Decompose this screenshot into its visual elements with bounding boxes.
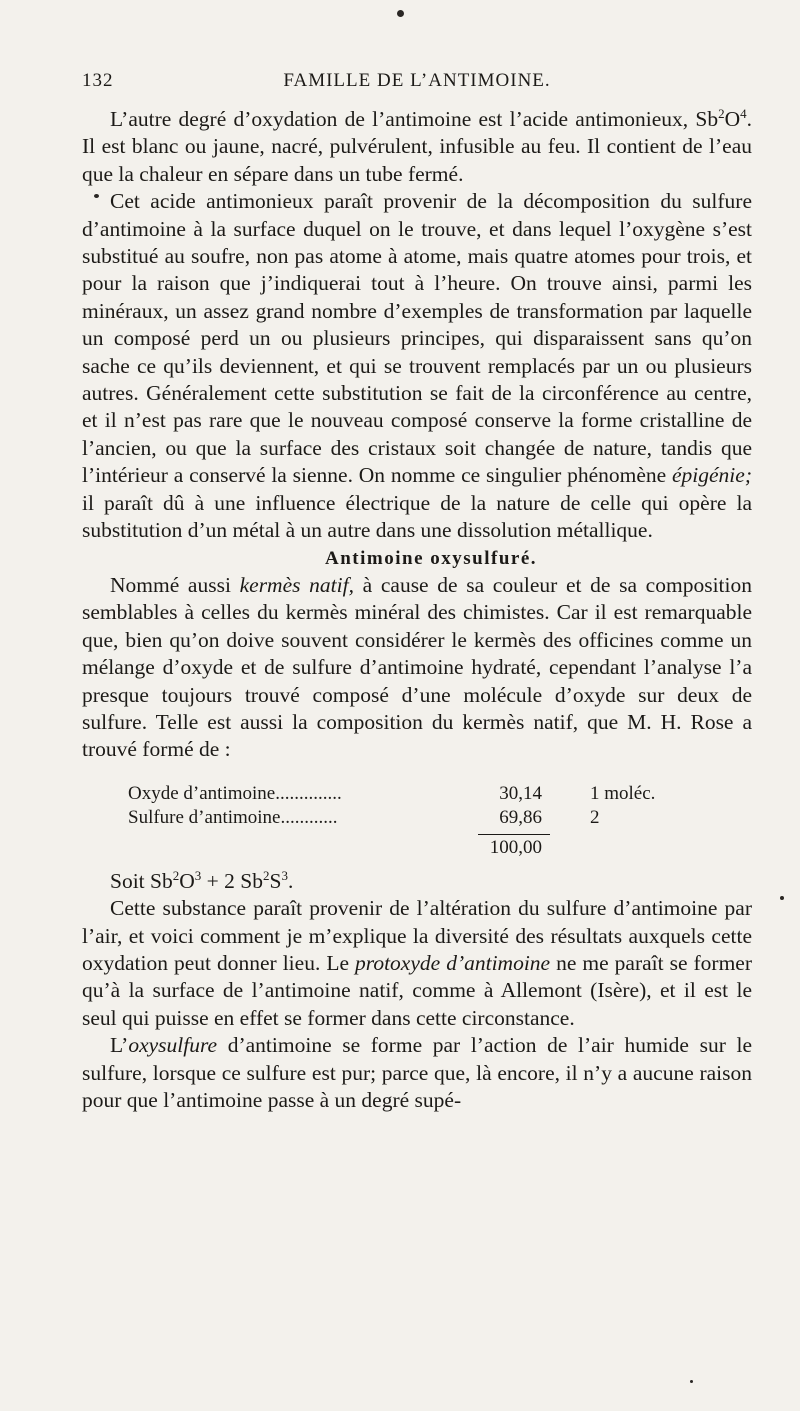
text-run: + 2 Sb (201, 868, 263, 893)
chemical-formula (82, 868, 752, 895)
page-number: 132 (82, 70, 114, 91)
paragraph (82, 106, 752, 188)
text-run: S (269, 868, 282, 893)
running-header (82, 70, 752, 100)
ink-speck (690, 1380, 693, 1383)
running-title: FAMILLE DE L’ANTIMOINE. (283, 70, 551, 91)
analysis-value: 69,86 (499, 806, 542, 828)
superscript: 2 (172, 867, 180, 883)
paragraph (82, 895, 752, 1032)
analysis-value: 30,14 (499, 782, 542, 804)
text-run: ne me paraît se former qu’à la surface de l’antimoine natif, comme à Allemont (Isère), et il est le seul qui puisse en effet se former dans cette circonstance. (82, 950, 753, 1030)
ink-speck (780, 896, 784, 900)
analysis-total: 100,00 (489, 836, 542, 858)
text-run: à cause de sa couleur et de sa composition semblables à celles du kermès minéral des chimistes. Car il est remarquable que, bien qu’on doive souvent considérer le kermès des officines comme un mélange d’oxyde et de sulfure d’antimoine hydraté, cependant l’analyse l’a presque toujours trouvé composé d’une molécule d’oxyde sur deux de sulfure. Telle est aussi la composition du kermès natif, que M. H. Rose a trouvé formé de : (82, 572, 752, 762)
analysis-total-row (82, 830, 752, 860)
superscript: 2 (718, 106, 725, 121)
analysis-row (82, 782, 752, 806)
superscript: 4 (740, 106, 747, 121)
text-run: d’antimoine se forme par l’action de l’air humide sur le sulfure, lorsque ce sulfure est pur; parce que, là encore, il n’y a aucune raison pour que l’antimoine passe à un degré supé- (82, 1033, 752, 1112)
text-run: Cet acide antimonieux paraît provenir de la décomposition du sulfure d’antimoine à la surface duquel on le trouve, et dans lequel l’oxygène s’est substitué au soufre, non pas atome à atome, mais quatre atomes pour trois, et pour la raison que j’indiquerai tout à l’heure. On trouve ainsi, parmi les minéraux, un assez grand nombre d’exemples de transformation par laquelle un composé perd un ou plusieurs principes, qui disparaissent sans qu’on sache ce qu’ils deviennent, et qui se trouvent remplacés par un ou plusieurs autres. Généralement cette substitution se fait de la circonférence au centre, et il n’est pas rare que le nouveau composé conserve la forme cristalline de l’ancien, ou que la surface des cristaux soit changée de nature, tandis que l’intérieur a conservé la sienne. On nomme ce singulier phénomène (82, 189, 752, 488)
analysis-row (82, 806, 752, 830)
ink-speck (397, 10, 404, 17)
analysis-table (82, 782, 752, 860)
analysis-molecules: 2 (590, 806, 600, 828)
text-run: . Il est blanc ou jaune, nacré, pulvérulent, infusible au feu. Il contient de l’eau que la chaleur en sépare dans un tube fermé. (82, 107, 752, 186)
superscript: 2 (263, 867, 270, 883)
text-run: O (179, 868, 195, 893)
analysis-molecules: 1 moléc. (590, 782, 656, 804)
section-title: Antimoine oxysulfuré. (325, 547, 537, 569)
sum-rule (478, 834, 550, 835)
superscript: 3 (281, 867, 288, 883)
italic-term: oxysulfure (128, 1033, 218, 1058)
text-run: . (287, 868, 294, 893)
superscript: 3 (194, 867, 202, 883)
analysis-label: Sulfure d’antimoine............ (128, 806, 338, 828)
body-text (82, 106, 752, 1114)
text-run: L’ (110, 1033, 129, 1058)
paragraph (82, 1032, 752, 1114)
text-run: L’autre degré d’oxydation de l’antimoine est l’acide antimonieux, Sb (110, 107, 719, 131)
italic-term: épigénie; (672, 463, 752, 488)
text-run: Nommé aussi (110, 572, 240, 597)
italic-term: protoxyde d’antimoine (355, 950, 551, 975)
italic-term: kermès natif, (239, 572, 354, 597)
text-run: Soit Sb (110, 868, 173, 893)
paragraph (82, 188, 752, 544)
analysis-label: Oxyde d’antimoine.............. (128, 782, 342, 804)
text-run: Cette substance paraît provenir de l’altération du sulfure d’antimoine par l’air, et voici comment je m’explique la diversité des résultats auxquels cette oxydation peut donner lieu. Le (82, 896, 752, 975)
paragraph (82, 572, 752, 764)
text-run: O (724, 107, 741, 131)
text-run: il paraît dû à une influence électrique de la nature de celle qui opère la substitution d’un métal à un autre dans une dissolution métallique. (82, 490, 752, 543)
